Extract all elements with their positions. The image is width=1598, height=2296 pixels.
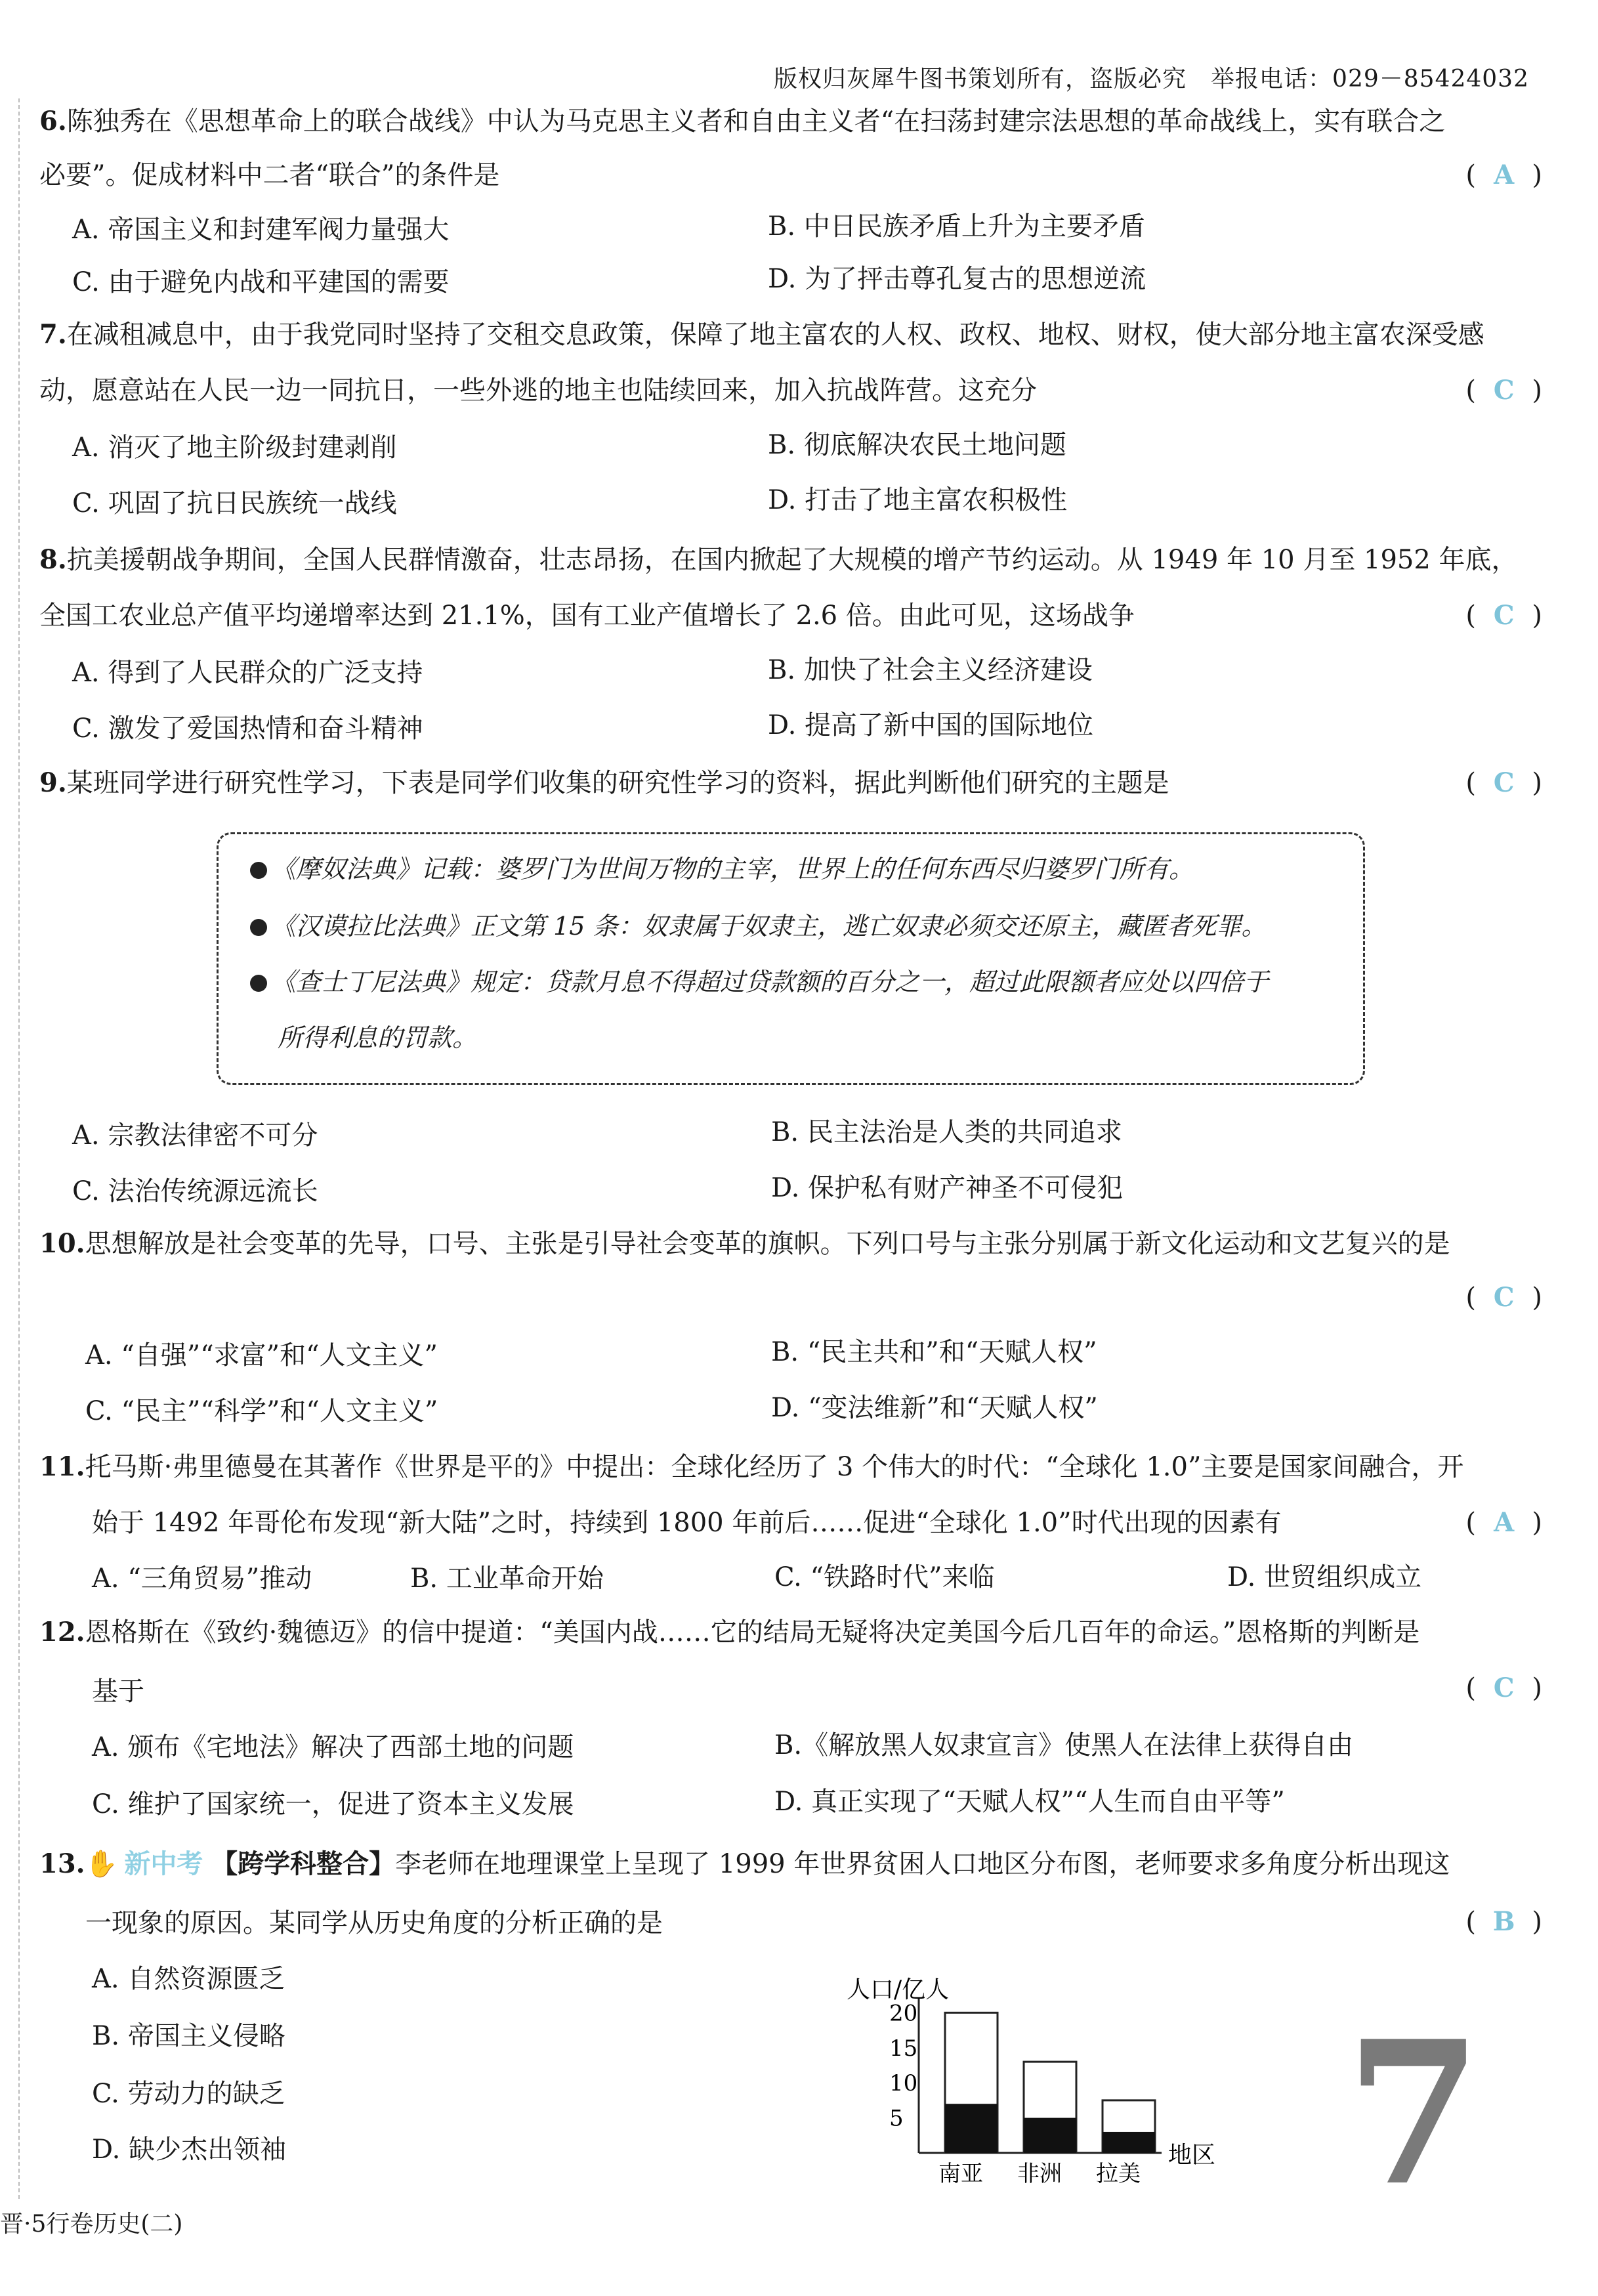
q10-option-d: D. “变法维新”和“天赋人权”	[771, 1393, 1098, 1423]
q9-answer: ( C )	[1465, 767, 1542, 798]
q6-option-b: B. 中日民族矛盾上升为主要矛盾	[768, 211, 1145, 242]
q7-answer: ( C )	[1465, 375, 1542, 406]
q9-option-d: D. 保护私有财产神圣不可侵犯	[771, 1173, 1124, 1203]
q8-stem-line2: 全国工农业总产值平均递增率达到 21.1%，国有工业产值增长了 2.6 倍。由此可见，这场战争	[39, 601, 1135, 631]
q13-option-b: B. 帝国主义侵略	[92, 2021, 285, 2051]
q13-stem-line2: 一现象的原因。某同学从历史角度的分析正确的是	[85, 1908, 663, 1938]
q6-stem-line1: 6.陈独秀在《思想革命上的联合战线》中认为马克思主义者和自由主义者“在扫荡封建宗法思想的革命战线上，实有联合之	[39, 106, 1446, 137]
q13-stem-line1: 13.✋ 新中考 【跨学科整合】李老师在地理课堂上呈现了 1999 年世界贫困人口地区分布图，老师要求多角度分析出现这	[39, 1848, 1450, 1879]
y-tick-label: 5	[889, 2105, 904, 2132]
q12-option-a: A. 颁布《宅地法》解决了西部土地的问题	[92, 1732, 574, 1762]
q6-option-a: A. 帝国主义和封建军阀力量强大	[72, 215, 450, 245]
y-tick-label: 10	[889, 2070, 918, 2097]
q13-option-a: A. 自然资源匮乏	[92, 1964, 285, 1994]
x-tick-label: 拉美	[1096, 2161, 1141, 2187]
thumbs-up-icon: ✋	[85, 1849, 118, 1879]
q8-option-d: D. 提高了新中国的国际地位	[768, 710, 1094, 740]
x-tick-label: 非洲	[1017, 2161, 1062, 2187]
page-number: 7	[1345, 1997, 1482, 2229]
q9-material-box	[217, 832, 1365, 1085]
q6-option-c: C. 由于避免内战和平建国的需要	[72, 267, 450, 297]
q10-option-c: C. “民主”“科学”和“人文主义”	[85, 1396, 438, 1426]
q13-option-d: D. 缺少杰出领袖	[92, 2135, 287, 2165]
q12-option-d: D. 真正实现了“天赋人权”“人生而自由平等”	[774, 1787, 1285, 1817]
chart-ylabel: 人口/亿人	[847, 1976, 950, 2003]
q7-stem-line1: 7.在减租减息中，由于我党同时坚持了交租交息政策，保障了地主富农的人权、政权、地权、财权，使大部分地主富农深受感	[39, 319, 1484, 350]
q10-stem-line1: 10.思想解放是社会变革的先导，口号、主张是引导社会变革的旗帜。下列口号与主张分别属于新文化运动和文艺复兴的是	[39, 1228, 1450, 1259]
q7-option-a: A. 消灭了地主阶级封建剥削	[72, 433, 397, 463]
q12-stem-line1: 12.恩格斯在《致约·魏德迈》的信中提道：“美国内战……它的结局无疑将决定美国今后几百年的命运。”恩格斯的判断是	[39, 1617, 1420, 1648]
x-tick-label: 南亚	[938, 2161, 983, 2187]
q12-answer: ( C )	[1465, 1672, 1542, 1703]
q8-option-a: A. 得到了人民群众的广泛支持	[72, 658, 423, 688]
q7-option-b: B. 彻底解决农民土地问题	[768, 430, 1066, 460]
q9-option-c: C. 法治传统源远流长	[72, 1176, 318, 1206]
q8-stem-line1: 8.抗美援朝战争期间，全国人民群情激奋，壮志昂扬，在国内掀起了大规模的增产节约运动。从 1949 年 10 月至 1952 年底，	[39, 544, 1518, 575]
q9-option-b: B. 民主法治是人类的共同追求	[771, 1117, 1122, 1147]
new-exam-badge: 新中考	[124, 1850, 203, 1879]
y-tick-label: 15	[889, 2035, 918, 2062]
q9-quote-1: 《摩奴法典》记载：婆罗门为世间万物的主宰，世界上的任何东西尽归婆罗门所有。	[250, 853, 1194, 885]
q7-option-d: D. 打击了地主富农积极性	[768, 485, 1068, 515]
cross-subject-tag: 【跨学科整合】	[211, 1848, 396, 1879]
bullet-icon	[250, 975, 267, 992]
q11-stem-line2: 始于 1492 年哥伦布发现“新大陆”之时，持续到 1800 年前后……促进“全球化 1.0”时代出现的因素有	[92, 1508, 1282, 1538]
q7-stem-line2: 动，愿意站在人民一边一同抗日，一些外逃的地主也陆续回来，加入抗战阵营。这充分	[39, 375, 1037, 406]
q9-quote-3-cont: 所得利息的罚款。	[278, 1023, 478, 1052]
bar-poverty-2	[1103, 2132, 1155, 2153]
bullet-icon	[250, 862, 267, 879]
y-tick-label: 20	[889, 2000, 918, 2027]
footer-text: 晋·5行卷历史(二)	[0, 2211, 183, 2238]
bar-poverty-1	[1024, 2118, 1076, 2153]
margin-line	[18, 98, 20, 2199]
q11-answer: ( A )	[1465, 1507, 1542, 1538]
q11-option-c: C. “铁路时代”来临	[774, 1562, 995, 1592]
q9-stem-line1: 9.某班同学进行研究性学习，下表是同学们收集的研究性学习的资料，据此判断他们研究的主题是	[39, 767, 1169, 798]
q12-stem-line2: 基于	[92, 1676, 144, 1707]
q11-option-a: A. “三角贸易”推动	[92, 1563, 312, 1594]
copyright-header: 版权归灰犀牛图书策划所有，盗版必究 举报电话：029－85424032	[774, 66, 1529, 93]
q8-answer: ( C )	[1465, 600, 1542, 631]
q10-option-b: B. “民主共和”和“天赋人权”	[771, 1337, 1097, 1367]
q11-option-b: B. 工业革命开始	[410, 1563, 604, 1594]
q13-option-c: C. 劳动力的缺乏	[92, 2079, 285, 2109]
q6-option-d: D. 为了抨击尊孔复古的思想逆流	[768, 264, 1146, 294]
chart-xlabel: 地区	[1168, 2142, 1216, 2169]
q12-option-c: C. 维护了国家统一，促进了资本主义发展	[92, 1789, 574, 1819]
poverty-population-chart	[847, 1972, 1253, 2189]
q13-answer: ( B )	[1465, 1906, 1542, 1937]
q6-answer: ( A )	[1465, 159, 1542, 190]
q7-option-c: C. 巩固了抗日民族统一战线	[72, 488, 397, 519]
q6-stem-line2: 必要”。促成材料中二者“联合”的条件是	[39, 160, 500, 190]
q9-quote-3: 《查士丁尼法典》规定：贷款月息不得超过贷款额的百分之一，超过此限额者应处以四倍于	[250, 966, 1269, 998]
q8-option-c: C. 激发了爱国热情和奋斗精神	[72, 713, 423, 744]
q8-option-b: B. 加快了社会主义经济建设	[768, 655, 1093, 685]
q11-option-d: D. 世贸组织成立	[1227, 1562, 1422, 1592]
q12-option-b: B.《解放黑人奴隶宣言》使黑人在法律上获得自由	[774, 1730, 1354, 1760]
bar-poverty-0	[945, 2104, 998, 2153]
q10-option-a: A. “自强”“求富”和“人文主义”	[85, 1340, 438, 1371]
q10-answer: ( C )	[1465, 1282, 1542, 1313]
q9-option-a: A. 宗教法律密不可分	[72, 1120, 318, 1151]
bullet-icon	[250, 919, 267, 936]
q9-quote-2: 《汉谟拉比法典》正文第 15 条：奴隶属于奴隶主，逃亡奴隶必须交还原主，藏匿者死罪。	[250, 910, 1267, 943]
q11-stem-line1: 11.托马斯·弗里德曼在其著作《世界是平的》中提出：全球化经历了 3 个伟大的时代：“全球化 1.0”主要是国家间融合，开	[39, 1451, 1464, 1482]
